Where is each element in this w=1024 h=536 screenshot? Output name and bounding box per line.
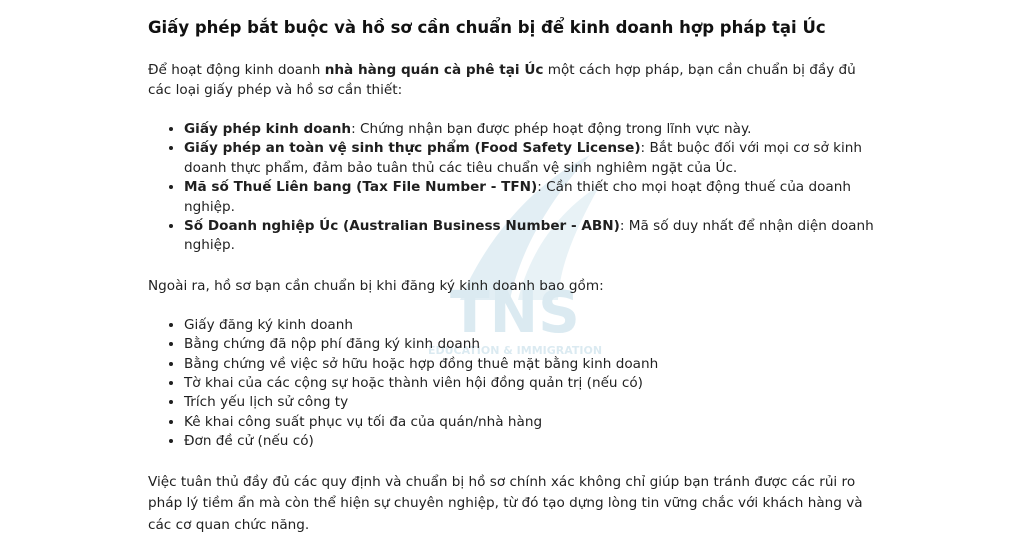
license-name: Giấy phép kinh doanh xyxy=(184,121,352,137)
license-name: Giấy phép an toàn vệ sinh thực phẩm (Food Safety License) xyxy=(184,140,641,157)
license-name: Số Doanh nghiệp Úc (Australian Business Number - ABN) xyxy=(184,218,620,235)
intro-text-after: một cách hợp pháp, bạn cần chuẩn bị đầy đủ các loại giấy phép và hồ sơ cần thiết: xyxy=(148,62,856,98)
list-item: • Kê khai công suất phục vụ tối đa của quán/nhà hàng xyxy=(184,413,878,432)
documents-intro: Ngoài ra, hồ sơ bạn cần chuẩn bị khi đăng ký kinh doanh bao gồm: xyxy=(148,277,604,294)
license-desc: : Chứng nhận bạn được phép hoạt động trong lĩnh vực này. xyxy=(351,121,752,137)
closing-paragraph: Việc tuân thủ đầy đủ các quy định và chuẩn bị hồ sơ chính xác không chỉ giúp bạn tránh được các rủi ro pháp lý tiềm ẩn mà còn thể hiện sự chuyên nghiệp, từ đó tạo dựng lòng tin vững chắc với khách hàng và các cơ quan chức năng. xyxy=(148,473,863,533)
list-item xyxy=(184,178,878,217)
intro-text-before: Để hoạt động kinh doanh xyxy=(148,62,325,78)
license-name: Mã số Thuế Liên bang (Tax File Number - TFN) xyxy=(184,179,538,196)
list-item: • Giấy đăng ký kinh doanh xyxy=(184,316,878,335)
list-item: • Bằng chứng về việc sở hữu hoặc hợp đồng thuê mặt bằng kinh doanh xyxy=(184,355,878,374)
list-item: • Trích yếu lịch sử công ty xyxy=(184,393,878,412)
watermark-brand: TNS xyxy=(450,278,580,346)
license-desc: : Bắt buộc đối với mọi cơ sở kinh doanh thực phẩm, đảm bảo tuân thủ các tiêu chuẩn vệ sinh nghiêm ngặt của Úc. xyxy=(184,140,862,176)
intro-highlight: nhà hàng quán cà phê tại Úc xyxy=(324,62,544,78)
article xyxy=(148,14,878,536)
documents-list xyxy=(148,316,878,452)
list-item: • Tờ khai của các cộng sự hoặc thành viên hội đồng quản trị (nếu có) xyxy=(184,374,878,393)
list-item xyxy=(184,139,878,178)
list-item: • Đơn đề cử (nếu có) xyxy=(184,432,878,451)
list-item xyxy=(184,217,878,256)
list-item xyxy=(184,120,878,139)
license-desc: : Cần thiết cho mọi hoạt động thuế của doanh nghiệp. xyxy=(184,179,851,215)
watermark-tagline: EDUCATION & IMMIGRATION xyxy=(427,344,603,357)
intro-paragraph xyxy=(148,60,878,100)
article-title: Giấy phép bắt buộc và hồ sơ cần chuẩn bị để kinh doanh hợp pháp tại Úc xyxy=(148,18,826,37)
list-item: • Bằng chứng đã nộp phí đăng ký kinh doanh xyxy=(184,335,878,354)
license-list xyxy=(148,120,878,256)
license-desc: : Mã số duy nhất để nhận diện doanh nghiệp. xyxy=(184,218,874,254)
